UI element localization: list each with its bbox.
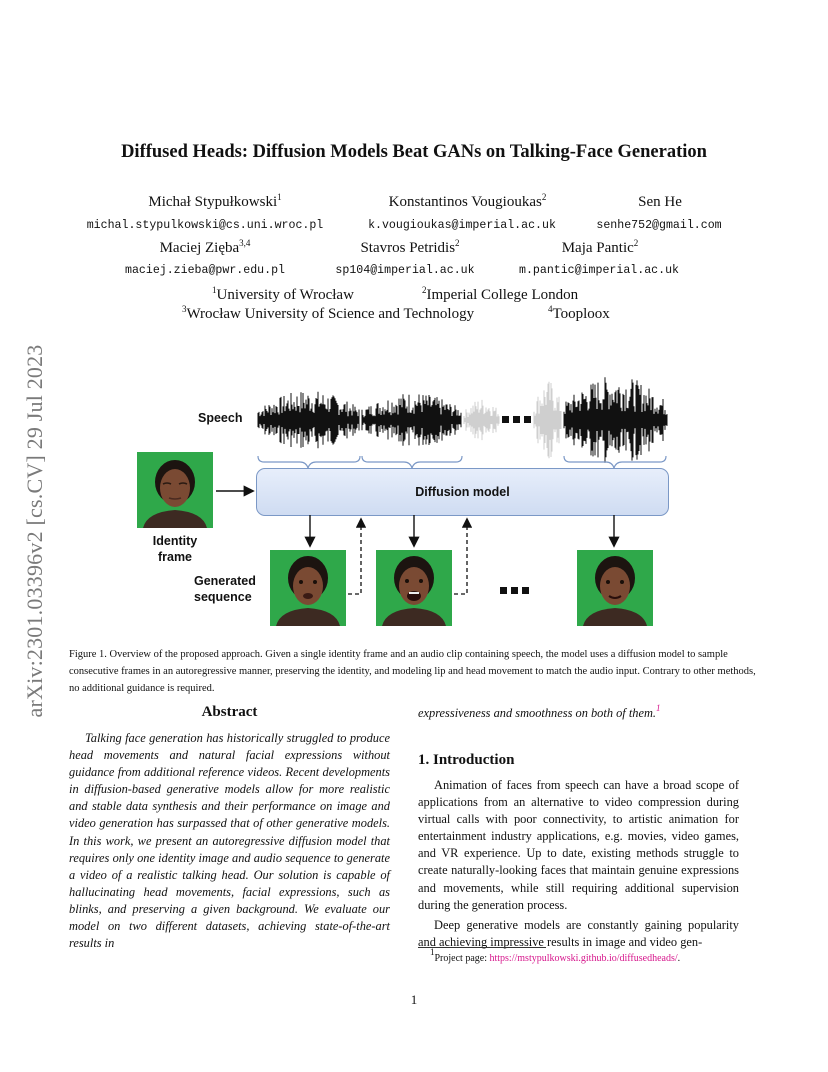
- speech-label: Speech: [198, 411, 243, 425]
- identity-frame-label: Identity frame: [152, 534, 198, 564]
- author-2-email[interactable]: k.vougioukas@imperial.ac.uk: [368, 219, 556, 232]
- author-5: Stavros Petridis$^2$: [360, 238, 460, 256]
- author-2: Konstantinos Vougioukas$^2$: [388, 192, 547, 210]
- feedback-arrow-2: [454, 520, 467, 594]
- generated-sequence-label: Generated sequence: [194, 574, 256, 604]
- footnote-divider: [418, 947, 546, 948]
- paper-title: Diffused Heads: Diffusion Models Beat GANs on Talking-Face Generation: [121, 142, 707, 162]
- project-page-link[interactable]: https://mstypulkowski.github.io/diffusedheads/: [489, 953, 678, 964]
- author-3-email[interactable]: senhe752@gmail.com: [596, 219, 722, 232]
- intro-paragraph-2: Deep generative models are constantly gaining popularity and achieving impressive results in image and video gen-: [418, 917, 739, 949]
- ellipsis-top: [502, 416, 531, 423]
- generated-frame-n-image: [577, 550, 653, 626]
- intro-paragraph-1: Animation of faces from speech can have a broad scope of applications from an alternative to video compression during virtual calls with poor connectivity, to artistic animation for entertainment industry applications, e.g. movies, video games, and VR experience. Up to date, existing methods struggle to create naturally-looking faces that maintain genuine expressions and movements, while still requiring additional supervision during the generation process.: [418, 778, 739, 912]
- speech-waveform: [250, 360, 680, 480]
- author-5-email[interactable]: sp104@imperial.ac.uk: [335, 264, 475, 277]
- author-3: Sen He: [638, 194, 682, 210]
- footnote: $^1$Project page: https://mstypulkowski.github.io/diffusedheads/.: [430, 947, 681, 964]
- figure-caption: Figure 1. Overview of the proposed approach. Given a single identity frame and an audio clip containing speech, the model uses a diffusion model to sample consecutive frames in an autoregressive manner, preserving the identity, and modeling lip and head movement to match the audio input. Contrary to other methods, no additional guidance is required.: [69, 649, 756, 694]
- affiliation-1: $^1$University of Wrocław: [212, 285, 354, 303]
- abstract-body: [69, 730, 390, 952]
- affiliation-4: $^4$Tooploox: [548, 304, 610, 322]
- affiliation-2: $^2$Imperial College London: [422, 285, 579, 303]
- generated-frame-2-image: [376, 550, 452, 626]
- feedback-arrow-1: [348, 520, 361, 594]
- generated-frame-1-image: [270, 550, 346, 626]
- author-6: Maja Pantic$^2$: [561, 238, 639, 256]
- affiliation-3: $^3$Wrocław University of Science and Technology: [182, 304, 475, 322]
- identity-frame-image: [137, 452, 213, 528]
- introduction-body: [418, 777, 739, 951]
- author-4-email[interactable]: maciej.zieba@pwr.edu.pl: [124, 264, 286, 277]
- author-1-email[interactable]: michal.stypulkowski@cs.uni.wroc.pl: [86, 219, 324, 232]
- abstract-heading: Abstract: [201, 704, 258, 720]
- page-number: 1: [410, 992, 418, 1007]
- author-6-email[interactable]: m.pantic@imperial.ac.uk: [518, 264, 680, 277]
- author-4: Maciej Zięba$^{3,4}$: [159, 238, 251, 256]
- abstract-continuation: expressiveness and smoothness on both of them.$^1$: [418, 703, 661, 720]
- introduction-heading: 1. Introduction: [418, 752, 515, 768]
- diffusion-model-box: [256, 468, 669, 516]
- author-1: Michał Stypułkowski$^1$: [148, 192, 282, 210]
- arxiv-stamp: [14, 296, 56, 766]
- arxiv-stamp-text: arXiv:2301.03396v2 [cs.CV] 29 Jul 2023: [22, 344, 47, 718]
- diffusion-model-label: Diffusion model: [415, 485, 510, 499]
- abstract-text: Talking face generation has historically struggled to produce head movements and natural facial expressions without guidance from additional reference videos. Recent developments in diffusion-based generative models allow for more realistic and stable data synthesis and their performance on image and video generation has surpassed that of other generative models. In this work, we present an autoregressive diffusion model that requires only one identity image and audio sequence to generate a video of a realistic talking head. Our solution is capable of hallucinating head movements, facial expressions, such as blinks, and preserving a given background. We evaluate our model on two different datasets, achieving state-of-the-art results in: [69, 731, 390, 951]
- footnote-ref[interactable]: 1: [656, 703, 661, 713]
- ellipsis-bottom: [500, 587, 529, 594]
